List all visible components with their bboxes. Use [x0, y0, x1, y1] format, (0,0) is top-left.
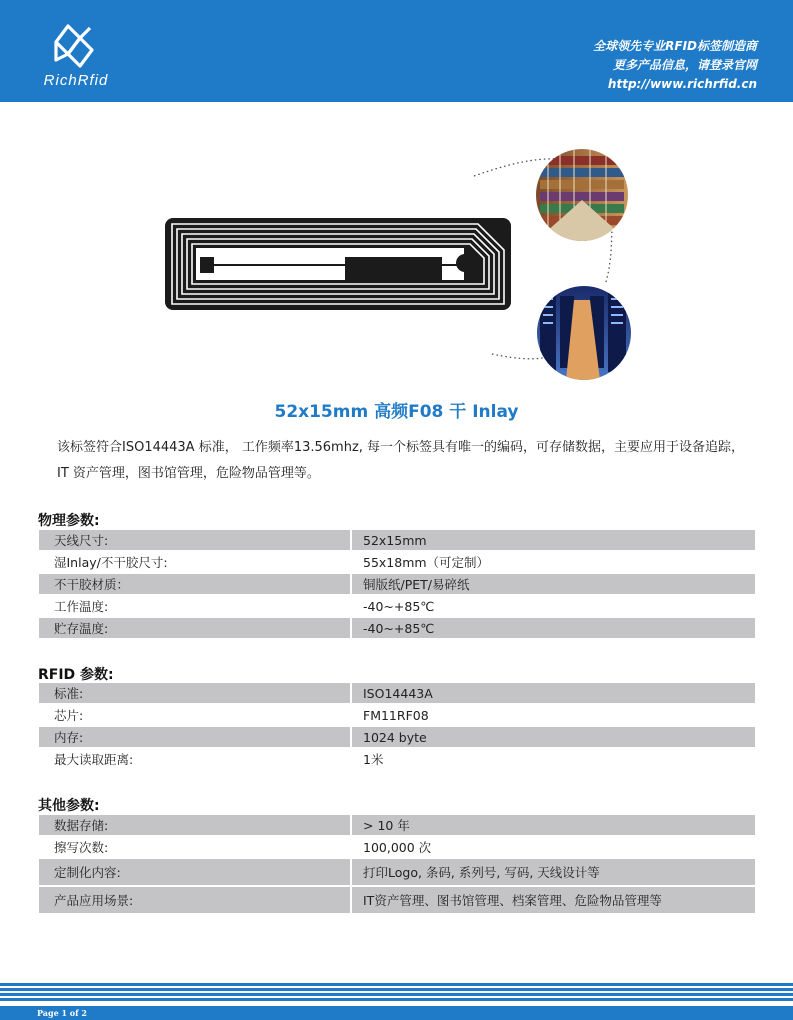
param-key: 数据存储: — [39, 815, 351, 836]
table-row — [39, 886, 755, 914]
physical-params-table — [39, 530, 755, 640]
param-key: 贮存温度: — [39, 617, 351, 639]
table-row — [39, 617, 755, 639]
table-row — [39, 595, 755, 617]
other-params-table — [39, 815, 755, 915]
table-row — [39, 748, 755, 770]
section-title-physical: 物理参数: — [38, 513, 100, 529]
footer-decoration — [0, 983, 793, 1003]
param-value: -40~+85℃ — [351, 617, 755, 639]
product-description: 该标签符合ISO14443A 标准， 工作频率13.56mhz, 每一个标签具有唯一的编码，可存储数据，主要应用于设备追踪，IT 资产管理，图书馆管理，危险物品管理等。 — [57, 440, 745, 481]
inlay-antenna-image — [165, 218, 511, 310]
param-value: 52x15mm — [351, 530, 755, 551]
param-value: 1米 — [351, 748, 755, 770]
param-value: -40~+85℃ — [351, 595, 755, 617]
rfid-params-table — [39, 683, 755, 771]
param-value: FM11RF08 — [351, 704, 755, 726]
table-row — [39, 836, 755, 858]
table-row — [39, 726, 755, 748]
table-row — [39, 858, 755, 886]
param-value: IT资产管理、图书馆管理、档案管理、危险物品管理等 — [351, 886, 755, 914]
table-row — [39, 704, 755, 726]
tagline-line-1: 全球领先专业RFID标签制造商 — [593, 39, 757, 53]
param-value: 100,000 次 — [351, 836, 755, 858]
product-hero — [0, 140, 793, 390]
param-value: 55x18mm（可定制） — [351, 551, 755, 573]
table-row — [39, 573, 755, 595]
logo-text: RichRfid — [43, 72, 109, 89]
header-tagline — [593, 37, 757, 94]
footer-bar — [0, 1006, 793, 1020]
param-key: 芯片: — [39, 704, 351, 726]
param-value: ISO14443A — [351, 683, 755, 704]
tagline-line-2: 更多产品信息，请登录官网 — [612, 58, 757, 72]
richrfid-logo-icon — [50, 16, 98, 70]
table-row — [39, 551, 755, 573]
param-key: 天线尺寸: — [39, 530, 351, 551]
param-value: 1024 byte — [351, 726, 755, 748]
page-header — [0, 0, 793, 102]
section-title-rfid: RFID 参数: — [38, 667, 114, 683]
param-key: 工作温度: — [39, 595, 351, 617]
table-row — [39, 683, 755, 704]
param-key: 产品应用场景: — [39, 886, 351, 914]
library-shelves-image — [536, 149, 628, 241]
param-value: > 10 年 — [351, 815, 755, 836]
product-title: 52x15mm 高频F08 干 Inlay — [274, 402, 519, 422]
website-link[interactable]: http://www.richrfid.cn — [607, 77, 757, 91]
param-key: 最大读取距离: — [39, 748, 351, 770]
param-value: 铜版纸/PET/易碎纸 — [351, 573, 755, 595]
param-key: 内存: — [39, 726, 351, 748]
param-key: 湿Inlay/不干胶尺寸: — [39, 551, 351, 573]
param-key: 不干胶材质： — [39, 573, 351, 595]
table-row — [39, 530, 755, 551]
page-number: Page 1 of 2 — [37, 1008, 87, 1018]
section-title-other: 其他参数: — [38, 798, 100, 814]
param-key: 擦写次数: — [39, 836, 351, 858]
server-room-image — [536, 286, 632, 382]
table-row — [39, 815, 755, 836]
param-key: 标准: — [39, 683, 351, 704]
param-value: 打印Logo, 条码, 系列号, 写码, 天线设计等 — [351, 858, 755, 886]
param-key: 定制化内容: — [39, 858, 351, 886]
